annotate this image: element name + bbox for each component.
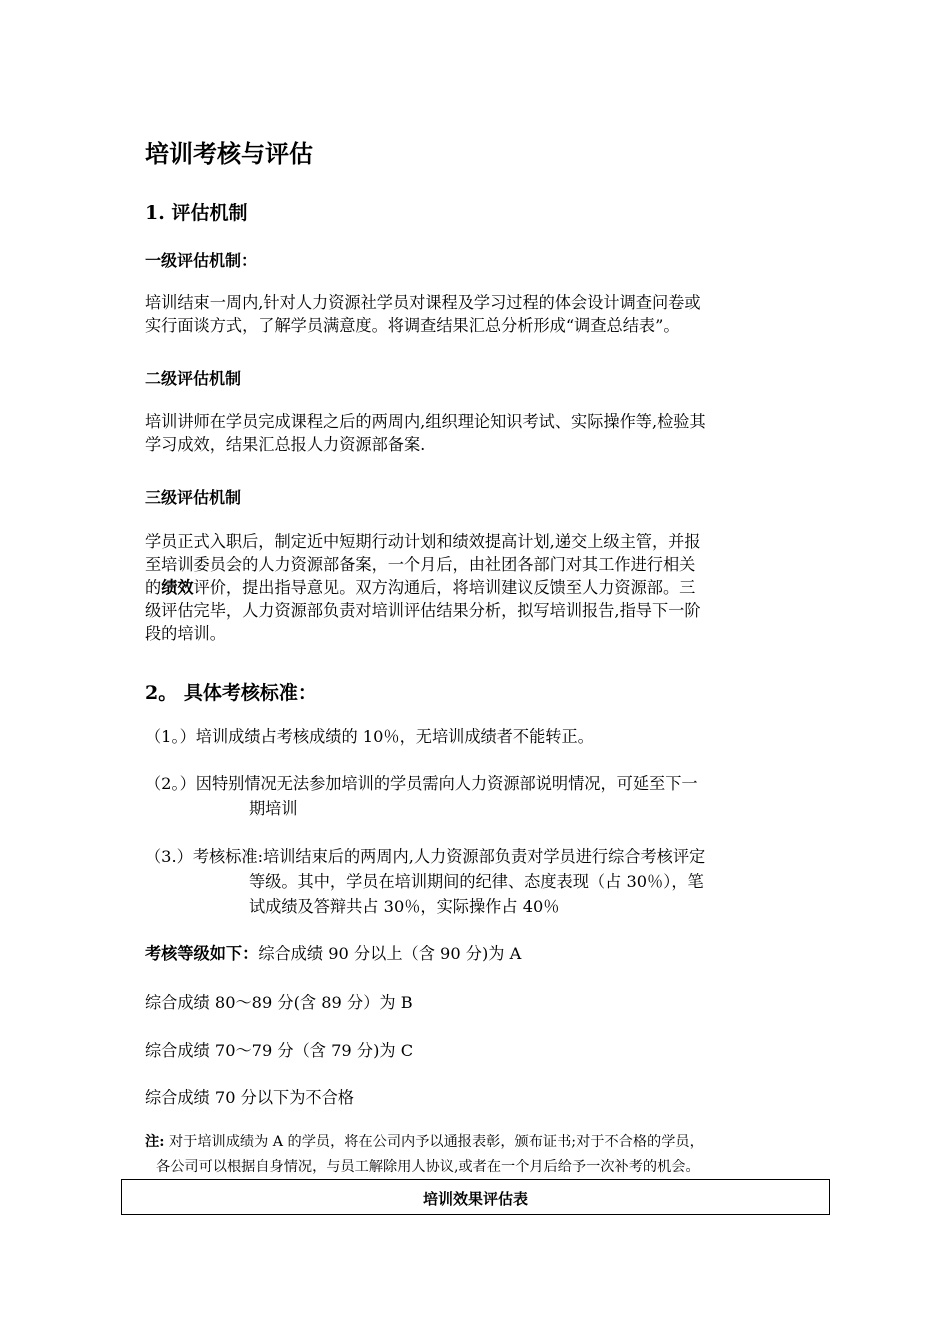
performance-bold-text: 绩效 (161, 578, 194, 597)
level3-line: 段的培训。 (145, 624, 226, 643)
section2-heading: 2。 具体考核标准： (145, 682, 317, 704)
note-line-1 (145, 1131, 704, 1151)
standard-item-3-continued: 等级。其中，学员在培训期间的纪律、态度表现（占 30％），笔 (249, 872, 704, 891)
standard-item-3-continued: 试成绩及答辩共占 30％，实际操作占 40％ (249, 897, 560, 916)
level3-line: 级评估完毕，人力资源部负责对培训评估结果分析，拟写培训报告,指导下一阶 (145, 601, 701, 620)
level3-line: 至培训委员会的人力资源部备案，一个月后，由社团各部门对其工作进行相关 (145, 555, 696, 574)
level3-line: 学员正式入职后，制定近中短期行动计划和绩效提高计划,递交上级主管，并报 (145, 532, 701, 551)
level1-paragraph (145, 291, 810, 337)
level3-line (145, 576, 810, 599)
note-line-2: 各公司可以根据自身情况，与员工解除用人协议,或者在一个月后给予一次补考的机会。 (156, 1159, 700, 1175)
level3-paragraph (145, 530, 810, 645)
grade-fail: 综合成绩 70 分以下为不合格 (145, 1088, 354, 1107)
standard-item-1: （1。）培训成绩占考核成绩的 10％，无培训成绩者不能转正。 (145, 727, 594, 746)
standard-item-2-continued: 期培训 (249, 799, 298, 818)
grades-label: 考核等级如下： (145, 944, 259, 963)
level1-line: 实行面谈方式，了解学员满意度。将调查结果汇总分析形成“调查总结表”。 (145, 316, 680, 335)
level3-heading: 三级评估机制 (145, 488, 242, 507)
level2-line: 学习成效，结果汇总报人力资源部备案. (145, 435, 426, 454)
evaluation-table-title: 培训效果评估表 (422, 1190, 528, 1208)
grade-a-text: 综合成绩 90 分以上（含 90 分)为 A (258, 944, 522, 963)
page-title: 培训考核与评估 (145, 139, 313, 168)
section1-heading: 1. 评估机制 (145, 202, 248, 224)
grade-c: 综合成绩 70～79 分（含 79 分)为 C (145, 1041, 414, 1060)
note-label: 注: (145, 1134, 165, 1150)
level1-line: 培训结束一周内,针对人力资源社学员对课程及学习过程的体会设计调查问卷或 (145, 293, 701, 312)
standard-item-3: （3.）考核标准:培训结束后的两周内,人力资源部负责对学员进行综合考核评定 (145, 847, 706, 866)
level2-line: 培训讲师在学员完成课程之后的两周内,组织理论知识考试、实际操作等,检验其 (145, 412, 706, 431)
level1-heading: 一级评估机制： (145, 251, 258, 270)
note-text: 对于培训成绩为 A 的学员，将在公司内予以通报表彰，颁布证书;对于不合格的学员， (168, 1134, 704, 1150)
level2-heading: 二级评估机制 (145, 369, 242, 388)
level3-line3-post: 评价，提出指导意见。双方沟通后，将培训建议反馈至人力资源部。三 (193, 578, 696, 597)
grade-b: 综合成绩 80～89 分(含 89 分）为 B (145, 993, 413, 1012)
standard-item-2: （2。）因特别情况无法参加培训的学员需向人力资源部说明情况，可延至下一 (145, 774, 698, 793)
grade-a (145, 940, 521, 964)
evaluation-table (121, 1179, 830, 1215)
level3-line3-pre: 的 (145, 578, 162, 597)
level2-paragraph (145, 410, 810, 456)
